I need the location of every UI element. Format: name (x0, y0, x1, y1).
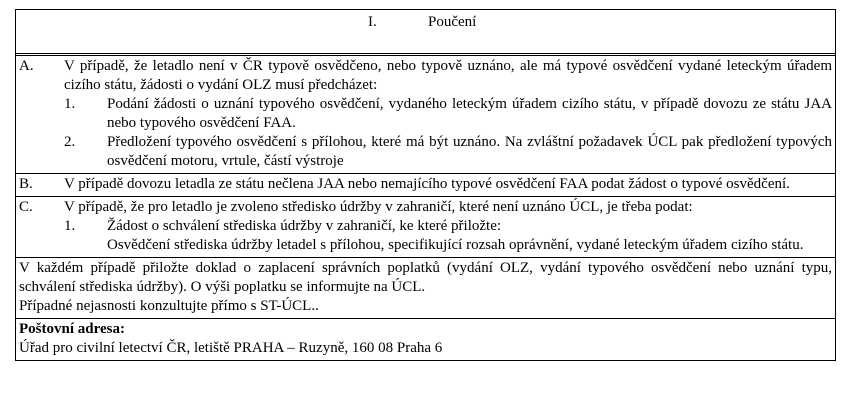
section-a-letter: A. (19, 58, 34, 74)
title-row (16, 10, 835, 56)
list-item (64, 95, 832, 133)
section-b-letter: B. (19, 176, 33, 192)
fees-notice (16, 258, 835, 319)
postal-label: Poštovní adresa: (19, 321, 125, 337)
instructions-table (15, 9, 836, 361)
section-number: I. (368, 14, 377, 30)
list-item-number: 2. (64, 134, 76, 150)
list-item-number: 1. (64, 96, 76, 112)
section-c (16, 197, 835, 258)
section-b-text: V případě dovozu letadla ze státu nečlena JAA nebo nemajícího typové osvědčení FAA podat žádost o typové osvědčení. (64, 176, 790, 192)
list-item (64, 217, 832, 255)
list-item (64, 133, 832, 171)
section-title: Poučení (428, 14, 477, 30)
section-c-intro: V případě, že pro letadlo je zvoleno středisko údržby v zahraničí, které není uznáno ÚCL, je třeba podat: (64, 199, 693, 215)
list-item-text: Předložení typového osvědčení s přílohou, které má být uznáno. Na zvláštní požadavek ÚCL pak předložení typových osvědčení motoru, vrtule, částí výstroje (107, 134, 832, 169)
section-a (16, 56, 835, 174)
list-item-number: 1. (64, 218, 76, 234)
postal-address-block (16, 319, 835, 361)
contact-note: Případné nejasnosti konzultujte přímo s ST-ÚCL.. (19, 298, 319, 314)
list-item-detail: Osvědčení střediska údržby letadel s přílohou, specifikující rozsah oprávnění, vydané leteckým úřadem cizího státu. (107, 237, 804, 253)
section-c-letter: C. (19, 199, 33, 215)
fees-text: V každém případě přiložte doklad o zaplacení správních poplatků (vydání OLZ, vydání typového osvědčení nebo uznání typu, schválení střediska údržby). O výši poplatku se informujte na ÚCL. (19, 260, 832, 295)
section-a-intro: V případě, že letadlo není v ČR typově osvědčeno, nebo typově uznáno, ale má typové osvědčení vydané leteckým úřadem cizího státu, žádosti o vydání OLZ musí předcházet: (64, 58, 832, 93)
list-item-text: Podání žádosti o uznání typového osvědčení, vydaného leteckým úřadem cizího státu, v případě dovozu ze státu JAA nebo typového osvědčení FAA. (107, 96, 832, 131)
section-b (16, 174, 835, 197)
list-item-text: Žádost o schválení střediska údržby v zahraničí, ke které přiložte: (107, 218, 502, 234)
postal-address: Úřad pro civilní letectví ČR, letiště PRAHA – Ruzyně, 160 08 Praha 6 (19, 340, 443, 356)
